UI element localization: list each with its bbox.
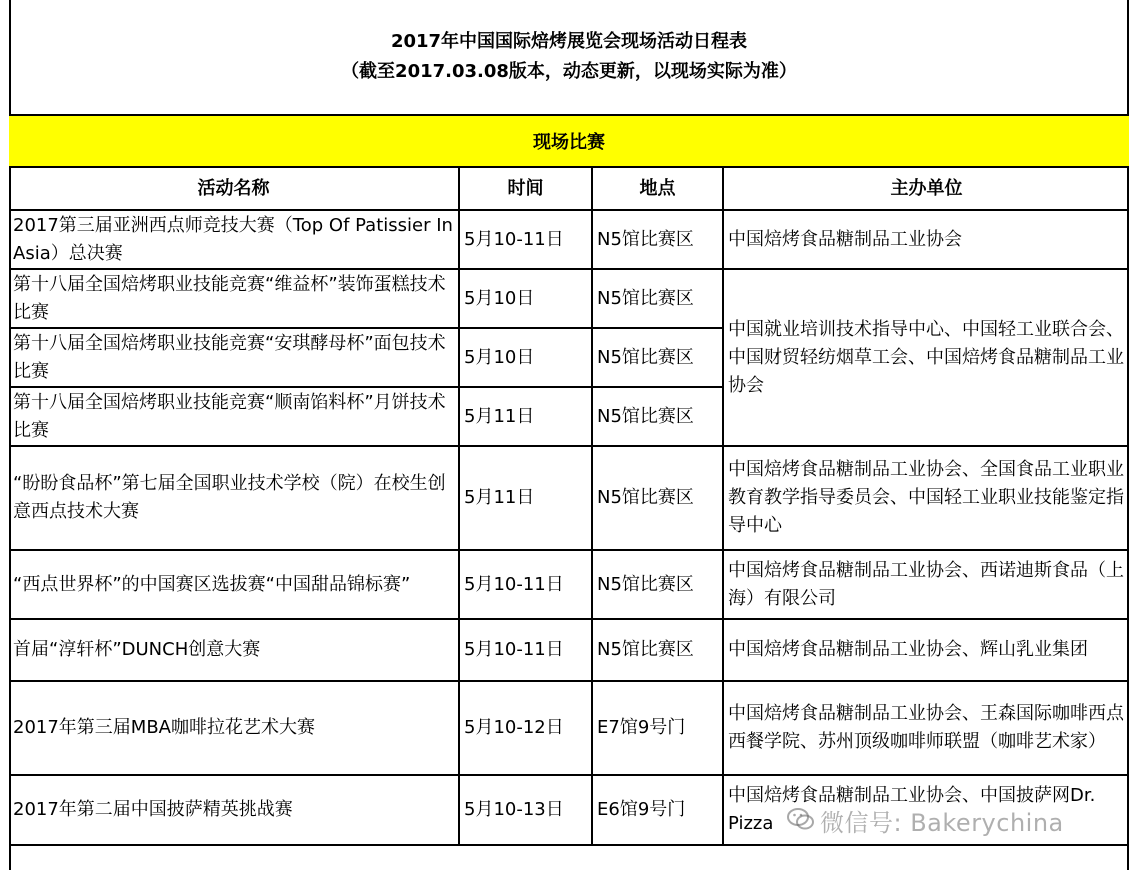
column-header-name: 活动名称 — [9, 168, 459, 210]
event-time: 5月10-13日 — [459, 775, 592, 845]
event-name: 2017年第三届MBA咖啡拉花艺术大赛 — [9, 681, 459, 775]
event-name: 2017第三届亚洲西点师竞技大赛（Top Of Patissier In Asia）总决赛 — [9, 210, 459, 269]
event-organizer: 中国焙烤食品糖制品工业协会 — [723, 210, 1129, 269]
event-venue: E7馆9号门 — [592, 681, 723, 775]
event-time: 5月11日 — [459, 387, 592, 446]
page-subtitle: （截至2017.03.08版本，动态更新，以现场实际为准） — [341, 61, 797, 82]
event-name: “西点世界杯”的中国赛区选拔赛“中国甜品锦标赛” — [9, 550, 459, 619]
column-header-time: 时间 — [459, 168, 592, 210]
event-time: 5月10-11日 — [459, 619, 592, 681]
event-name: 第十八届全国焙烤职业技能竞赛“顺南馅料杯”月饼技术比赛 — [9, 387, 459, 446]
event-organizer: 中国焙烤食品糖制品工业协会、中国披萨网Dr. Pizza — [723, 775, 1129, 845]
event-time: 5月10日 — [459, 328, 592, 387]
event-name: 第十八届全国焙烤职业技能竞赛“维益杯”装饰蛋糕技术比赛 — [9, 269, 459, 328]
event-time: 5月10-11日 — [459, 210, 592, 269]
column-header-organizer: 主办单位 — [723, 168, 1129, 210]
event-venue: N5馆比赛区 — [592, 446, 723, 550]
table-header-row — [9, 168, 1129, 210]
column-header-venue: 地点 — [592, 168, 723, 210]
event-time: 5月11日 — [459, 446, 592, 550]
table-row — [9, 446, 1129, 550]
watermark: 微信号: Bakerychina — [820, 809, 1064, 837]
event-time: 5月10-12日 — [459, 681, 592, 775]
event-venue: N5馆比赛区 — [592, 269, 723, 328]
event-organizer: 中国焙烤食品糖制品工业协会、辉山乳业集团 — [723, 619, 1129, 681]
table-row — [9, 269, 1129, 328]
section-header: 现场比赛 — [9, 116, 1129, 168]
table-row — [9, 619, 1129, 681]
event-venue: N5馆比赛区 — [592, 619, 723, 681]
table-row — [9, 550, 1129, 619]
event-name: “盼盼食品杯”第七届全国职业技术学校（院）在校生创意西点技术大赛 — [9, 446, 459, 550]
table-row — [9, 681, 1129, 775]
event-venue: E6馆9号门 — [592, 775, 723, 845]
wechat-icon — [786, 806, 816, 832]
event-name: 第十八届全国焙烤职业技能竞赛“安琪酵母杯”面包技术比赛 — [9, 328, 459, 387]
table-row — [9, 210, 1129, 269]
schedule-table — [9, 168, 1129, 846]
event-organizer: 中国焙烤食品糖制品工业协会、王森国际咖啡西点西餐学院、苏州顶级咖啡师联盟（咖啡艺术家） — [723, 681, 1129, 775]
event-venue: N5馆比赛区 — [592, 210, 723, 269]
title-block — [9, 0, 1129, 116]
event-time: 5月10-11日 — [459, 550, 592, 619]
event-venue: N5馆比赛区 — [592, 387, 723, 446]
event-name: 首届“淳轩杯”DUNCH创意大赛 — [9, 619, 459, 681]
event-time: 5月10日 — [459, 269, 592, 328]
event-organizer: 中国就业培训技术指导中心、中国轻工业联合会、中国财贸轻纺烟草工会、中国焙烤食品糖制品工业协会 — [723, 269, 1129, 446]
event-organizer: 中国焙烤食品糖制品工业协会、西诺迪斯食品（上海）有限公司 — [723, 550, 1129, 619]
page-title: 2017年中国国际焙烤展览会现场活动日程表 — [390, 31, 748, 52]
event-venue: N5馆比赛区 — [592, 550, 723, 619]
event-name: 2017年第二届中国披萨精英挑战赛 — [9, 775, 459, 845]
event-organizer: 中国焙烤食品糖制品工业协会、全国食品工业职业教育教学指导委员会、中国轻工业职业技能鉴定指导中心 — [723, 446, 1129, 550]
event-venue: N5馆比赛区 — [592, 328, 723, 387]
